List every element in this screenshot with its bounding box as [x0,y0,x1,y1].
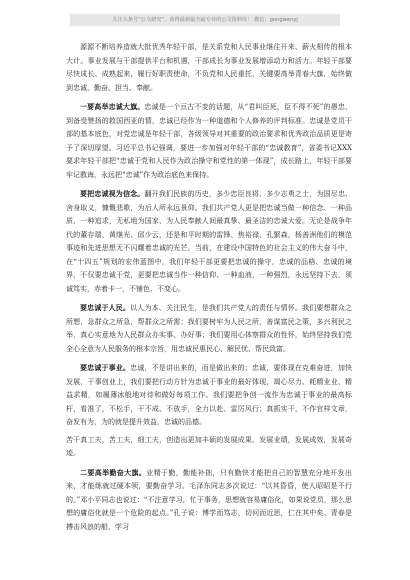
paragraph-loyalty-career [66,361,352,430]
paragraph-lead: 要把忠诚视为信念。 [80,189,145,198]
paragraph-text: 源源不断培养造就大批优秀年轻干部，是关系党和人民事业继往开来、薪火相传的根本大计。事业发展与干部提供平台和机遇，干部成长为事业发展增添动力和活力。年轻干部要尽快成长、成熟起来，履行好职责使命，不负党和人民重托，关键要高举青春大旗，始终做到忠诚、勤奋、担当、奉献。 [66,43,352,92]
paragraph-career-continued [66,433,352,461]
paragraph-lead: 要忠诚于人民。 [80,303,131,312]
paragraph-text: 苦干真工夫，苦工夫，细工夫，创造出更加丰硕的发展成果。发展业绩，发展成效，发展奇迹。 [66,435,352,457]
paragraph-intro [66,40,352,95]
paragraph-diligence-banner [66,466,352,535]
paragraph-lead: 二要高举勤奋大旗。 [80,467,147,477]
document-body [66,40,352,570]
banner-text: 关注头条号“公文研究”，获得最新最全最专业的公文资料库！ 微信：gongwenyj [112,17,298,23]
top-banner [70,14,340,26]
paragraph-text: 翻开我们民族的历史，多少忠臣良将、多少志勇之士，为国尽忠、舍身取义，慷慨悲歌，为后人所永远景仰。我们共产党人更是把忠诚当做一种信念、一种品质、一种追求，无私地为国家、为人民奉献人间最真挚、最圣洁的忠诚大爱。无论是战争年代的董存瑞、黄继光、邱少云，还是和平时期的雷锋、焦裕禄、孔繁森，杨善洲他们的模范事迹和先进思想无不闪耀着忠诚的光芒。当前，在建设中国特色的社会主义的伟大奋斗中，在“十四五”规划的宏伟蓝图中，我们年轻干部更要把忠诚的操守，忠诚的品格、忠诚的境界，不仅要忠诚于党，更要把忠诚当作一种信仰、一种血液，一种强烈，永远坚持下去，须诚笃实，赤着卡一，不铺色，不变心。 [66,190,352,293]
paragraph-loyalty-belief [66,187,352,296]
paragraph-text: 业精于勤，勤能补拙，只有勤快才能把自己的智慧充分地开发出来，才能练就过硬本领，要勤奋学习。毛泽东同志多次说过：“以其昏昏，使人昭昭是不行的。”邓小平同志也说过：“不注意学习，忙于事务，思想就容易庸俗化，如果说党员，那么思想的庸俗化就是一个危险的起点。”孔子说：博学而笃志，切问而近思，仁在其中矣。青春是搏击风浪的船，学习 [66,468,352,531]
paragraph-loyalty-people [66,301,352,356]
paragraph-lead: 一要高举忠诚大旗。 [80,102,145,111]
paragraph-text: 忠诚，不是讲出来的，而是做出来的；忠诚，要体现在克难奋进，加快发展，干事创业上，我们要把行动方针为忠诚于事业的最好体现，竭心尽力、耗精业业、精益求精，如履薄冰般地对待和做好每项工作。我们要把争创一流作为忠诚于事业的最高标杆，看准了，不松手，干不成、不放手，全力以赴、雷厉风行；真抓实干，不作官样文章，奋发有为，为的就是提升效益，忠诚的品德。 [66,364,352,426]
paragraph-text: 以人为本、关注民生，是我们共产党人的责任与情怀。我们要想群众之所想，急群众之所急，帮群众之所需；我们要树牢为人民之所，善谋富民之策，多兴利民之举，真心实意地为人民群众办实事、办好事；我们要用心体察群众的性怀，始终坚持我们党全心全意为人民服务的根本宗旨，用忠诚民惠民心、解民忧、帮民致富。 [66,304,352,353]
paragraph-text: 忠诚是一个亘古不变的话题，从“君叫臣死，臣不得不死”的愚忠，到备受赞扬的救国西亚的情，忠诚已经作为一种道德和个人修养的评判标准。忠诚是党员干部的基本底色，对党忠诚是年轻干部，各级领导对其重要的政治要求和优秀政治品质更是寄予了深切厚望。习近平总书记强调，要进一步加强对年轻干部的“忠诚教育”，省委书记XXX要求年轻干部把“忠诚于党和人民作为政治操守和党性的第一体现”，成长路上，年轻干部要牢记教诲，永远把“忠诚”作为政治底色来保持。 [66,103,352,179]
paragraph-loyalty-banner [66,100,352,182]
paragraph-lead: 要忠诚于事业。 [80,363,131,372]
